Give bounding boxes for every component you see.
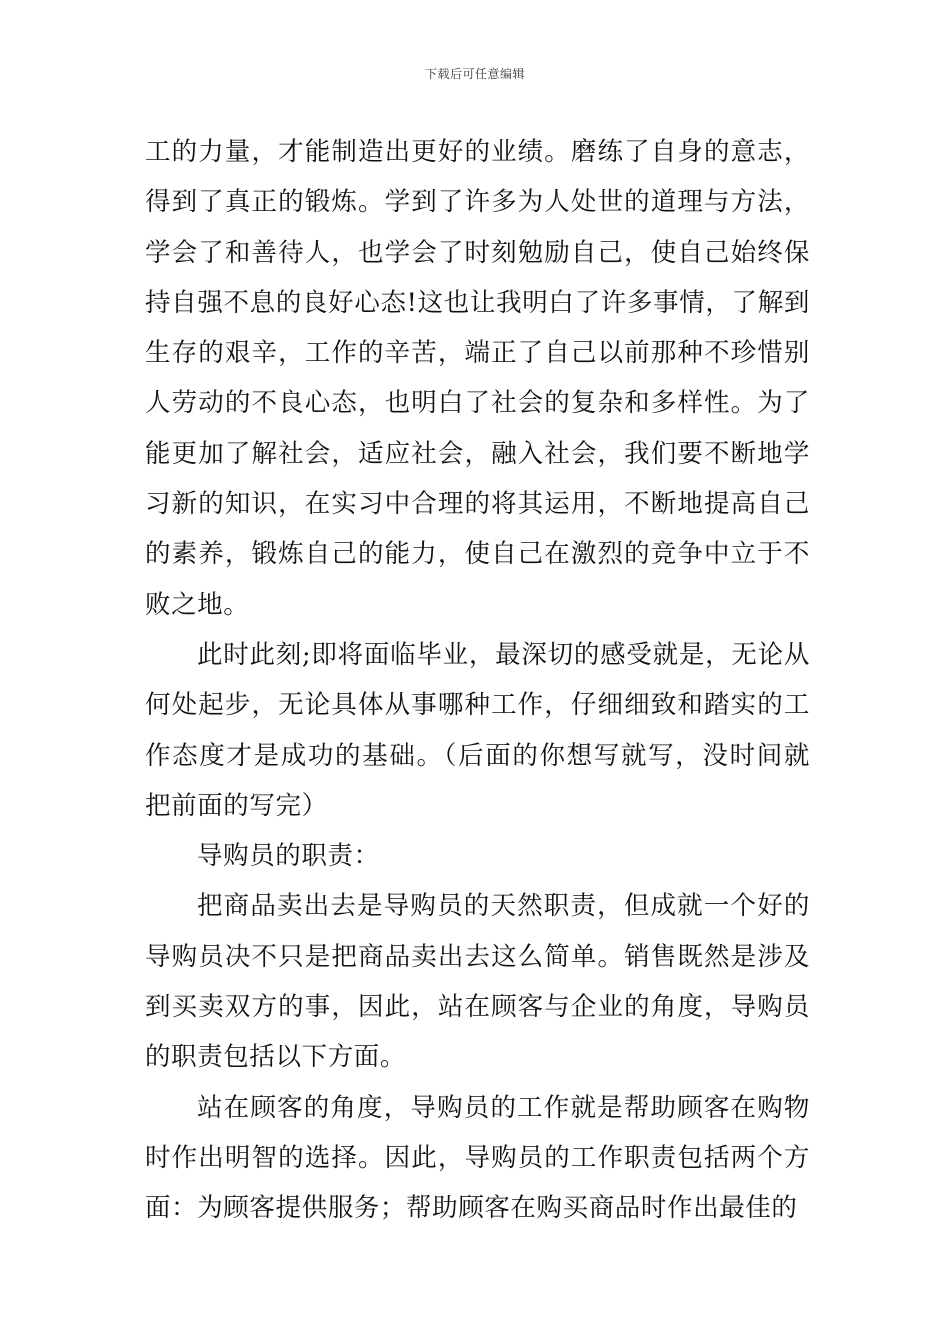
paragraph-graduation: 此时此刻;即将面临毕业，最深切的感受就是，无论从何处起步，无论具体从事哪种工作，仔细细致和踏实的工作态度才是成功的基础。（后面的你想写就写，没时间就把前面的写完） bbox=[145, 639, 810, 821]
paragraph-customer-perspective: 站在顾客的角度，导购员的工作就是帮助顾客在购物时作出明智的选择。因此，导购员的工作职责包括两个方面：为顾客提供服务；帮助顾客在购买商品时作出最佳的 bbox=[145, 1092, 810, 1224]
section-heading-duties: 导购员的职责： bbox=[197, 841, 380, 872]
paragraph-duties-intro: 把商品卖出去是导购员的天然职责，但成就一个好的导购员决不只是把商品卖出去这么简单。销售既然是涉及到买卖双方的事，因此，站在顾客与企业的角度，导购员的职责包括以下方面。 bbox=[145, 891, 810, 1073]
paragraph-continuation: 工的力量，才能制造出更好的业绩。磨练了自身的意志，得到了真正的锻炼。学到了许多为人处世的道理与方法，学会了和善待人，也学会了时刻勉励自己，使自己始终保持自强不息的良好心态!这也让我明白了许多事情，了解到生存的艰辛，工作的辛苦，端正了自己以前那种不珍惜别人劳动的不良心态，也明白了社会的复杂和多样性。为了能更加了解社会，适应社会，融入社会，我们要不断地学习新的知识，在实习中合理的将其运用，不断地提高自己的素养，锻炼自己的能力，使自己在激烈的竞争中立于不败之地。 bbox=[145, 137, 810, 620]
page-header: 下载后可任意编辑 bbox=[424, 67, 525, 81]
document-body bbox=[145, 127, 810, 1234]
